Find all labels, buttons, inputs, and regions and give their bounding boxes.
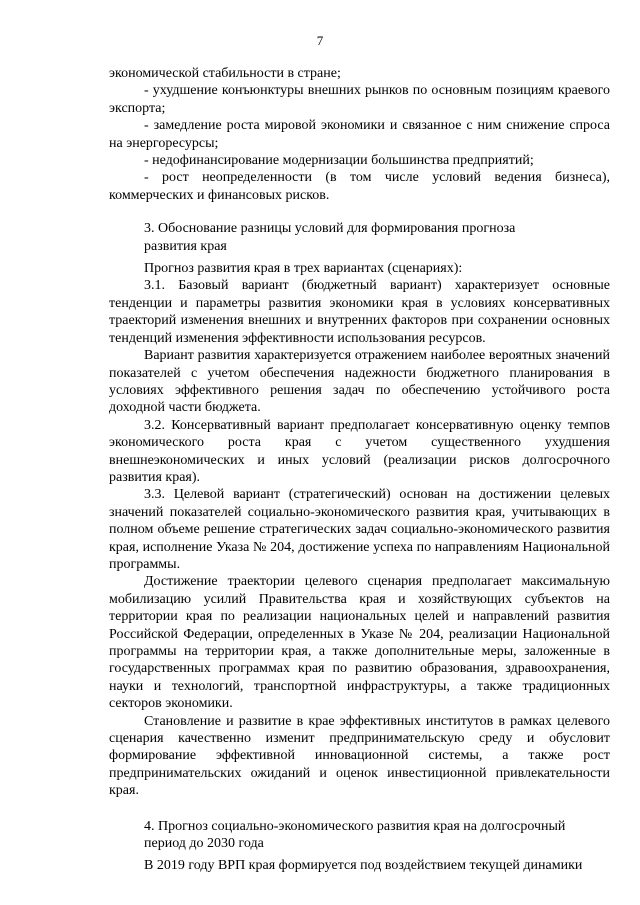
paragraph: 3.2. Консервативный вариант предполагает консервативную оценку темпов экономического роста края с учетом существенного ухудшения внешнеэкономических и иных условий (реализации рисков долгосрочного развития края). [109, 417, 610, 485]
list-item: - рост неопределенности (в том числе условий ведения бизнеса), коммерческих и финансовых рисков. [109, 170, 610, 203]
paragraph: 3.1. Базовый вариант (бюджетный вариант) характеризует основные тенденции и параметры развития экономики края в условиях консервативных траекторий изменения внешних и внутренних факторов при сохранении основных тенденций изменения эффективности использования ресурсов. [109, 278, 610, 346]
paragraph: В 2019 году ВРП края формируется под воздействием текущей динамики [144, 858, 583, 874]
page-number: 7 [316, 33, 324, 48]
paragraph: Прогноз развития края в трех вариантах (сценариях): [144, 261, 463, 277]
paragraph: Вариант развития характеризуется отражением наиболее вероятных значений показателей с учетом обеспечения надежности бюджетного планирования в условиях эффективного решения задач по обеспечению устойчивого роста доходной части бюджета. [109, 348, 610, 416]
paragraph: экономической стабильности в стране; [109, 66, 341, 81]
section-heading-4: 4. Прогноз социально-экономического развития края на долгосрочный период до 2030 года [144, 818, 566, 852]
section-heading-3: 3. Обоснование разницы условий для формирования прогноза развития края [144, 221, 516, 254]
paragraph: Достижение траектории целевого сценария предполагает максимальную мобилизацию усилий Правительства края и хозяйствующих субъектов на территории края по реализации национальных целей и направлений развития Российской Федерации, определенных в Указе № 204, реализации Национальной программы на территории края, а также дополнительные меры, заложенные в государственных программах края по развитию образования, здравоохранения, науки и технологий, транспортной инфраструктуры, а также традиционных секторов экономики. [109, 574, 610, 712]
document-body [109, 65, 610, 875]
list-item: - ухудшение конъюнктуры внешних рынков по основным позициям краевого экспорта; [109, 83, 610, 116]
list-item: - недофинансирование модернизации большинства предприятий; [144, 153, 534, 169]
paragraph: Становление и развитие в крае эффективных институтов в рамках целевого сценария качественно изменит предпринимательскую среду и обусловит формирование эффективной инновационной системы, а также рост предпринимательских ожиданий и оценок инвестиционной привлекательности края. [109, 713, 610, 799]
list-item: - замедление роста мировой экономики и связанное с ним снижение спроса на энергоресурсы; [109, 118, 610, 151]
paragraph: 3.3. Целевой вариант (стратегический) основан на достижении целевых значений показателей социально-экономического развития края, учитывающих в полном объеме решение стратегических задач социально-экономического развития края, исполнение Указа № 204, достижение успеха по направлениям Национальной программы. [109, 487, 610, 572]
